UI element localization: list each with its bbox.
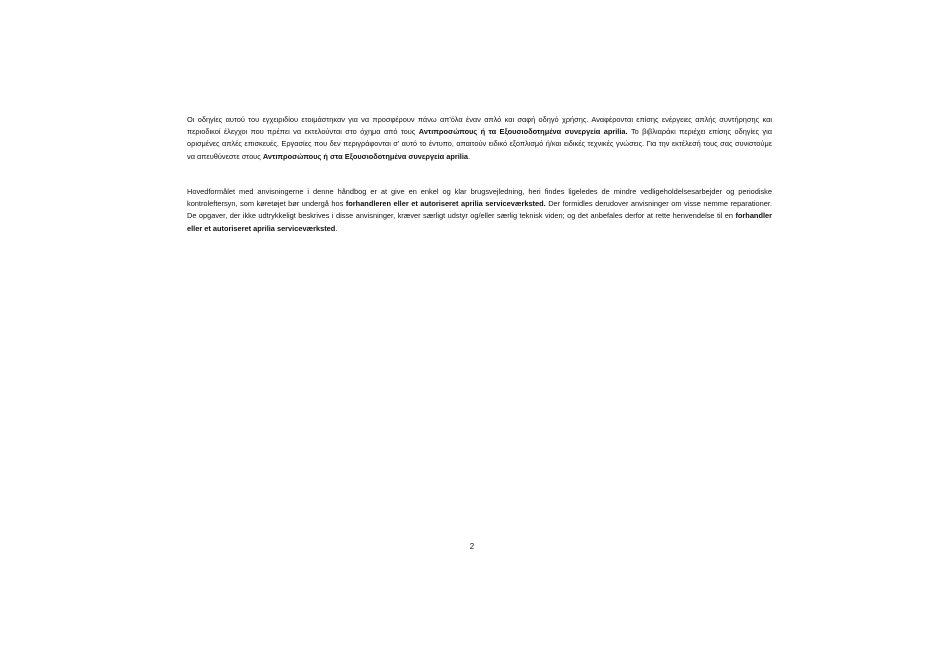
- danish-bold-dealer-1: forhandleren eller et autoriseret aprilia serviceværksted.: [345, 199, 546, 209]
- danish-text-part-3: .: [335, 223, 338, 233]
- page-number: 2: [469, 542, 475, 551]
- danish-text-part-1: Hovedformålet med anvisningerne i denne håndbog er at give en enkel og klar brugsvejledning, heri findes ligeledes de mindre vedligeholdelsesarbejder og periodiske kontroleftersyn, som køretøjet bør undergå hos: [187, 187, 772, 209]
- danish-text-part-2: Der formidles derudover anvisninger om visse nemme reparationer. De opgaver, der ikke udtrykkeligt beskrives i disse anvisninger, kræver særligt udstyr og/eller særlig teknisk viden; og det anbefales derfor at rette henvendelse til en: [187, 199, 772, 221]
- greek-bold-dealers-1: Αντιπροσώπους ή τα Εξουσιοδοτημένα συνεργεία aprilia.: [418, 127, 628, 137]
- danish-instructions-paragraph: [187, 186, 772, 235]
- greek-instructions-paragraph: [187, 114, 772, 163]
- danish-bold-dealer-2: forhandler eller et autoriseret aprilia serviceværksted: [187, 211, 772, 233]
- greek-text-part-2: Το βιβλιαράκι περιέχει επίσης οδηγίες για ορισμένες απλές επισκευές. Εργασίες που δεν περιγράφονται σ' αυτό το έντυπο, απαιτούν ειδικό εξοπλισμό ή/και ειδικές τεχνικές γνώσεις. Για την εκτέλεσή τους σας συνιστούμε να απευθύνεστε στους: [187, 127, 772, 161]
- greek-bold-dealers-2: Αντιπροσώπους ή στα Εξουσιοδοτημένα συνεργεία aprilia: [262, 151, 469, 161]
- greek-text-part-1: Οι οδηγίες αυτού του εγχειριδίου ετοιμάστηκαν για να προσφέρουν πάνω απ'όλα έναν απλό και σαφή οδηγό χρήσης. Αναφέρονται επίσης ενέργειες απλής συντήρησης και περιοδικοί έλεγχοι που πρέπει να εκτελούνται στο όχημα από τους: [187, 115, 772, 137]
- greek-text-part-3: .: [468, 151, 471, 161]
